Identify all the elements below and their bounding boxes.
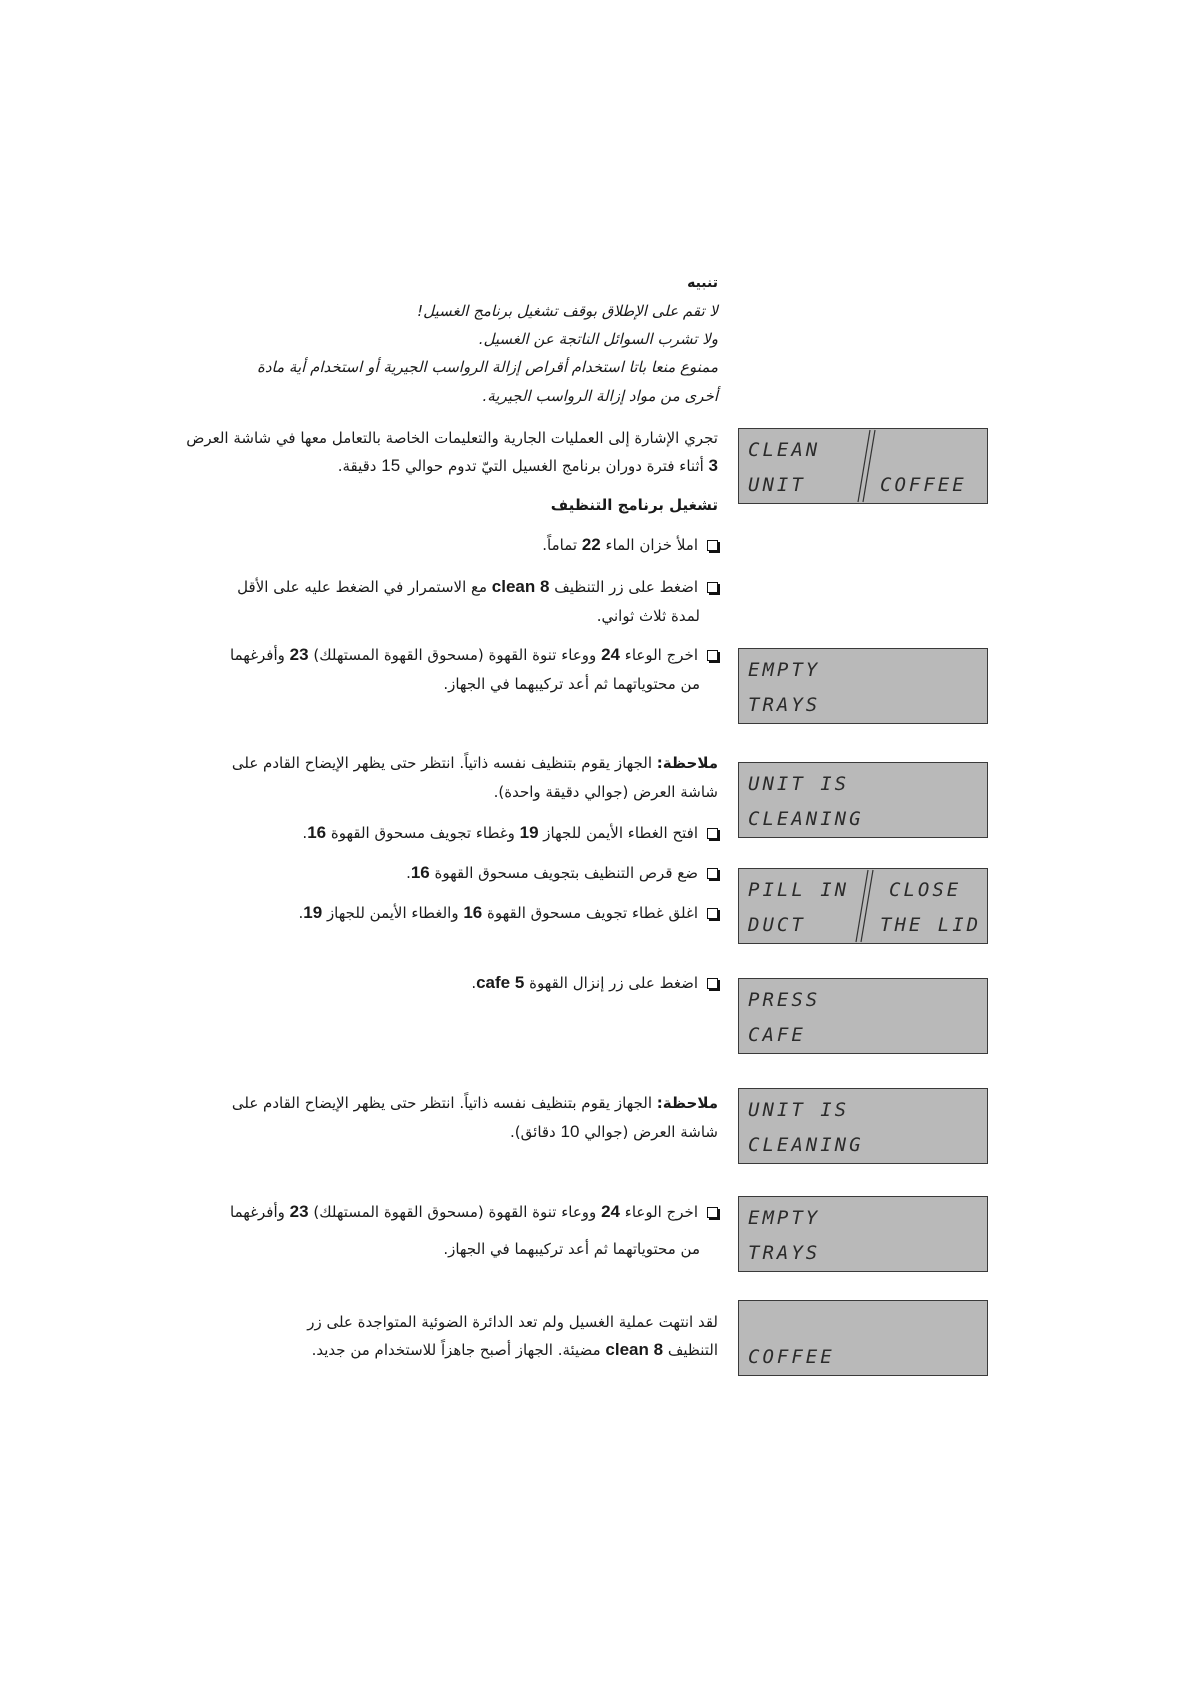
part-number: 19 — [303, 903, 323, 922]
display-text: COFFEE — [748, 1346, 835, 1368]
part-number: 16 — [307, 823, 327, 842]
checkbox-bullet-icon — [707, 540, 718, 551]
step-text: اخرج الوعاء — [620, 1203, 698, 1221]
step-text: وأفرغهما — [230, 646, 290, 664]
lcd-display — [738, 428, 988, 504]
button-reference: 8 clean — [491, 577, 550, 596]
step-continuation: من محتوياتهما ثم أعد تركيبهما في الجهاز. — [443, 1240, 700, 1258]
step-text: اضغط على زر التنظيف — [549, 578, 698, 596]
step-text: والغطاء الأيمن للجهاز — [322, 904, 464, 922]
button-reference: 8 clean — [605, 1340, 664, 1359]
note-text: شاشة العرض (جوالي — [579, 1123, 718, 1141]
step-open-cover — [302, 822, 718, 844]
note-continuation — [510, 1121, 718, 1143]
step-continuation: من محتوياتهما ثم أعد تركيبهما في الجهاز. — [443, 675, 700, 693]
step-text: . — [298, 904, 304, 922]
lcd-display — [738, 978, 988, 1054]
finished-text — [312, 1339, 718, 1361]
finished-text-part: التنظيف — [663, 1341, 718, 1359]
button-reference: 5 cafe — [476, 973, 525, 992]
finished-text-part: مضيئة. الجهاز أصبح جاهزاً للاستخدام من جديد. — [311, 1341, 606, 1359]
checkbox-bullet-icon — [707, 582, 718, 593]
note-text: الجهاز يقوم بتنظيف نفسه ذاتياً. انتظر حتى يظهر الإيضاح القادم على — [231, 1094, 657, 1112]
step-text: وغطاء تجويف مسحوق القهوة — [326, 824, 520, 842]
part-number: 16 — [410, 863, 430, 882]
display-text: CLEANING — [748, 1134, 864, 1156]
checkbox-bullet-icon — [707, 978, 718, 989]
intro-line: تجري الإشارة إلى العمليات الجارية والتعليمات الخاصة بالتعامل معها في شاشة العرض — [186, 429, 718, 447]
duration-number: 10 — [560, 1122, 580, 1141]
lcd-display — [738, 1088, 988, 1164]
step-fill-tank — [542, 534, 718, 556]
intro-text: دقيقة. — [337, 457, 382, 475]
display-text: COFFEE — [880, 474, 967, 496]
duration-number: 15 — [381, 456, 401, 475]
note-label: ملاحظة: — [656, 1094, 718, 1112]
step-text: تماماً. — [542, 536, 582, 554]
step-text: ووعاء تنوة القهوة (مسحوق القهوة المستهلك) — [308, 646, 602, 664]
part-number: 23 — [289, 1202, 309, 1221]
warning-line: لا تقم على الإطلاق بوقف تشغيل برنامج الغسيل! — [417, 302, 718, 320]
warning-line: ممنوع منعا باتا استخدام أقراص إزالة الرواسب الجيرية أو استخدام أية مادة — [257, 358, 718, 376]
note — [232, 1092, 718, 1114]
checkbox-bullet-icon — [707, 908, 718, 919]
step-text: املأ خزان الماء — [600, 536, 698, 554]
step-close-cover — [298, 902, 718, 924]
finished-text: لقد انتهت عملية الغسيل ولم تعد الدائرة الضوئية المتواجدة على زر — [307, 1313, 718, 1331]
display-text: THE LID — [880, 914, 982, 936]
step-text: اغلق غطاء تجويف مسحوق القهوة — [482, 904, 698, 922]
section-heading: تشغيل برنامج التنظيف — [550, 496, 718, 514]
display-text: DUCT — [748, 914, 806, 936]
lcd-display — [738, 1300, 988, 1376]
lcd-display — [738, 1196, 988, 1272]
warning-line: ولا تشرب السوائل الناتجة عن الغسيل. — [478, 330, 718, 348]
step-text: مع الاستمرار في الضغط عليه على الأقل — [237, 578, 492, 596]
display-text: TRAYS — [748, 1242, 821, 1264]
part-number: 24 — [601, 645, 620, 664]
checkbox-bullet-icon — [707, 828, 718, 839]
step-text: ووعاء تنوة القهوة (مسحوق القهوة المستهلك) — [308, 1203, 602, 1221]
display-text: EMPTY — [748, 659, 821, 681]
lcd-display — [738, 868, 988, 944]
display-text: UNIT — [748, 474, 806, 496]
note-text: الجهاز يقوم بتنظيف نفسه ذاتياً. انتظر حتى يظهر الإيضاح القادم على — [231, 754, 657, 772]
part-number: 23 — [289, 645, 309, 664]
display-text: CLOSE — [889, 879, 962, 901]
intro-text: أثناء فترة دوران برنامج الغسيل التيّ تدوم حوالي — [400, 457, 709, 475]
display-text: CAFE — [748, 1024, 806, 1046]
display-text: TRAYS — [748, 694, 821, 716]
step-text: . — [471, 974, 477, 992]
warning-line: أخرى من مواد إزالة الرواسب الجيرية. — [482, 387, 718, 405]
step-insert-tablet — [406, 862, 718, 884]
note-label: ملاحظة: — [656, 754, 718, 772]
step-empty-trays — [230, 644, 718, 666]
part-number: 16 — [463, 903, 483, 922]
step-press-cafe — [471, 972, 718, 994]
lcd-display — [738, 762, 988, 838]
display-text: PRESS — [748, 989, 821, 1011]
intro-line — [338, 455, 718, 477]
display-text: EMPTY — [748, 1207, 821, 1229]
display-reference-number: 3 — [708, 456, 718, 475]
display-text: CLEAN — [748, 439, 821, 461]
note-text: دقائق). — [510, 1123, 561, 1141]
step-text: اضغط على زر إنزال القهوة — [524, 974, 698, 992]
part-number: 19 — [519, 823, 539, 842]
checkbox-bullet-icon — [707, 650, 718, 661]
warning-title: تنبيه — [687, 275, 718, 291]
step-text: اخرج الوعاء — [620, 646, 698, 664]
part-number: 22 — [581, 535, 601, 554]
checkbox-bullet-icon — [707, 1207, 718, 1218]
step-text: ضع قرص التنظيف بتجويف مسحوق القهوة — [429, 864, 698, 882]
part-number: 24 — [601, 1202, 620, 1221]
checkbox-bullet-icon — [707, 868, 718, 879]
display-text: CLEANING — [748, 808, 864, 830]
lcd-display — [738, 648, 988, 724]
step-continuation: لمدة ثلاث ثواني. — [596, 607, 700, 625]
step-text: . — [406, 864, 411, 882]
step-press-clean — [237, 576, 718, 598]
display-text: UNIT IS — [748, 1099, 850, 1121]
note-continuation: شاشة العرض (جوالي دقيقة واحدة). — [493, 783, 718, 801]
step-text: . — [302, 824, 308, 842]
display-text: PILL IN — [748, 879, 850, 901]
step-empty-trays — [230, 1201, 718, 1223]
note — [232, 752, 718, 774]
step-text: وأفرغهما — [230, 1203, 290, 1221]
display-text: UNIT IS — [748, 773, 850, 795]
step-text: افتح الغطاء الأيمن للجهاز — [538, 824, 698, 842]
